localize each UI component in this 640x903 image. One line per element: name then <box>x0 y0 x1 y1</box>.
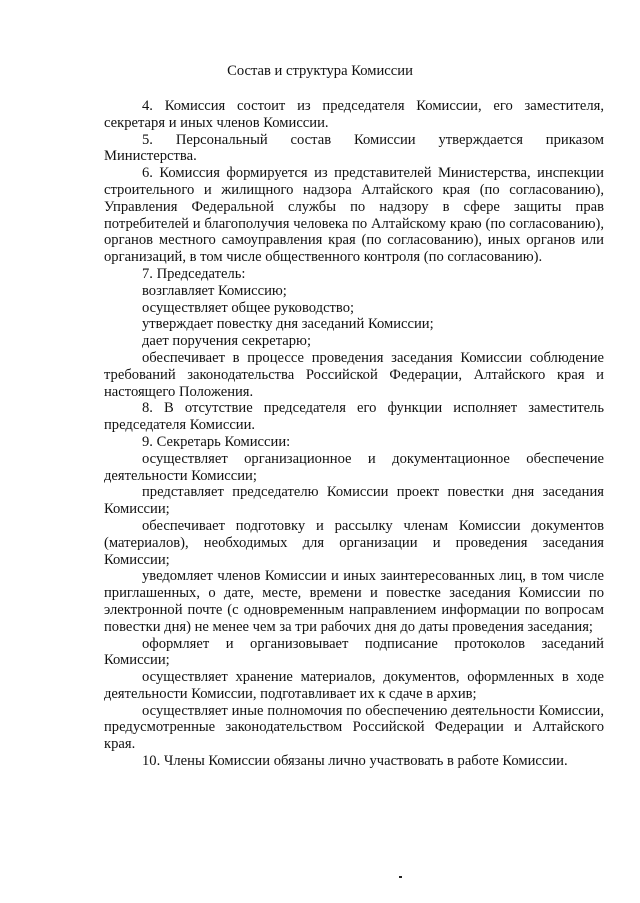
chairman-duty: утверждает повестку дня заседаний Комиссии; <box>142 316 434 333</box>
chairman-duty: возглавляет Комиссию; <box>142 282 287 299</box>
paragraph-item-8: 8. В отсутствие председателя его функции исполняет заместитель председателя Комиссии. <box>104 400 604 434</box>
secretary-duty: осуществляет иные полномочия по обеспечению деятельности Комиссии, предусмотренные законодательством Российской Федерации и Алтайского края. <box>104 702 604 753</box>
secretary-duty: осуществляет хранение материалов, документов, оформленных в ходе деятельности Комиссии, подготавливает их к сдаче в архив; <box>104 669 604 702</box>
chairman-duty: осуществляет общее руководство; <box>142 299 355 316</box>
chairman-duty: дает поручения секретарю; <box>142 333 311 350</box>
secretary-duty: оформляет и организовывает подписание протоколов заседаний Комиссии; <box>104 635 604 669</box>
paragraph-item-10: 10. Члены Комиссии обязаны лично участвовать в работе Комиссии. <box>142 753 568 770</box>
paragraph-item-5: 5. Персональный состав Комиссии утверждается приказом Министерства. <box>104 131 604 165</box>
document-title: Состав и структура Комиссии <box>227 63 413 79</box>
paragraph-item-7: 7. Председатель: <box>142 265 246 282</box>
secretary-duty: обеспечивает подготовку и рассылку членам Комиссии документов (материалов), необходимых для организации и проведения заседания Комиссии; <box>104 517 604 568</box>
secretary-duty: уведомляет членов Комиссии и иных заинтересованных лиц, в том числе приглашенных, о дате, месте, времени и повестке заседания Комиссии по электронной почте (с одновременным направлением информации по вопросам повестки дня) не менее чем за три рабочих дня до даты проведения заседания; <box>104 568 604 635</box>
paragraph-item-4: 4. Комиссия состоит из председателя Комиссии, его заместителя, секретаря и иных членов Комиссии. <box>104 98 604 131</box>
secretary-duty: осуществляет организационное и документационное обеспечение деятельности Комиссии; <box>104 450 604 484</box>
document-body <box>104 98 604 770</box>
secretary-duty: представляет председателю Комиссии проект повестки дня заседания Комиссии; <box>104 484 604 518</box>
chairman-duty: обеспечивает в процессе проведения заседания Комиссии соблюдение требований законодательства Российской Федерации, Алтайского края и настоящего Положения. <box>104 349 604 400</box>
paragraph-item-9: 9. Секретарь Комиссии: <box>142 433 291 450</box>
paragraph-item-6: 6. Комиссия формируется из представителей Министерства, инспекции строительного и жилищного надзора Алтайского края (по согласованию), Управления Федеральной службы по надзору в сфере защиты прав потребителей и благополучия человека по Алтайскому краю (по согласованию), органов местного самоуправления края (по согласованию), иных органов или организаций, в том числе общественного контроля (по согласованию). <box>104 165 604 266</box>
scan-speck <box>399 876 402 878</box>
